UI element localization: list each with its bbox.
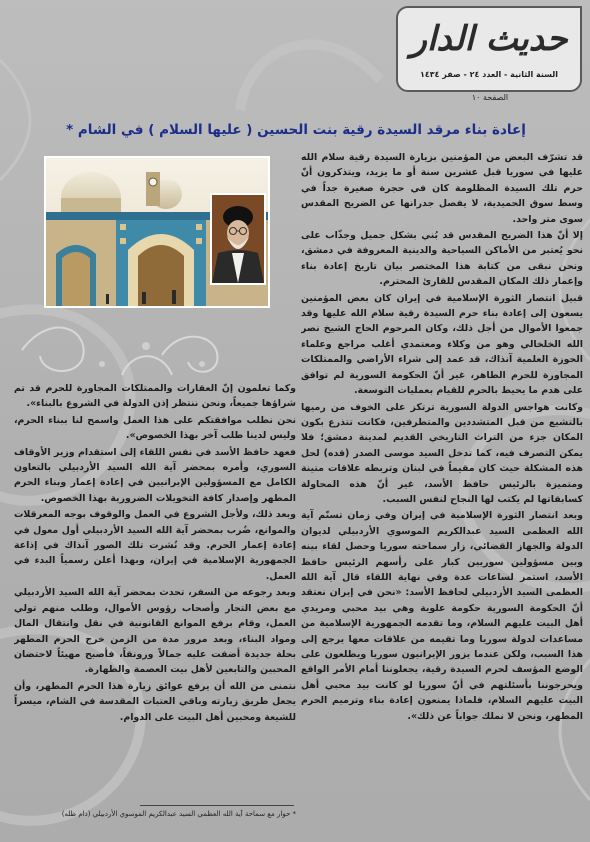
page-number: الصفحة ١٠: [471, 93, 509, 102]
paragraph: وكما تعلمون إنّ العقارات والممتلكات المجاورة للحرم قد تم شراؤها جميعاً، ونحن ننتظر إذن الدولة في الشروع بالبناء».: [14, 383, 296, 410]
portrait-illustration: [212, 195, 264, 283]
masthead: [396, 6, 582, 92]
paragraph: وبعد رجوعه من السفر، تحدث بمحضر آية الله السيد الأردبيلي مع بعض التجار وأصحاب رؤوس الأموال، وطلب منهم تولي العمل، وقام برفع الموانع القانونية في نقل وانتقال المال ومواد البناء، وبعد مرور مدة من الزمن خرج الحرم المطهر بحلة جديدة أضفت عليه جمالاً ورونقاً، فأصبح مهيئاً لاحتضان المحبين والتابعين لأهل بيت العصمة والطهارة.: [14, 587, 296, 676]
paragraph: قبيل انتصار الثورة الإسلامية في إيران كان بعض المؤمنين يسعون إلى إعادة بناء حرم السيدة رقية سلام الله عليها وقد جمعوا الأموال من أجل ذلك، وكان المرحوم الحاج الشيخ نصر الله الخلخالي وهو من وكلاء ومعتمدي أغلب مراجع وعلماء الحوزة العلمية آنذاك، قد عمد إلى شراء الأراضي والممتلكات المجاورة للحرم الطاهر، غير أنّ الحكومة السورية لم توافق على هدم ما يحيط بالحرم للقيام بعمليات التوسعة.: [301, 292, 583, 397]
masthead-logo: حديث الدار: [410, 19, 568, 59]
article-column-right: [301, 150, 583, 840]
paragraph: إلا أنّ هذا الضريح المقدس قد بُني بشكل جميل وجذّاب على نحو يُعتبر من الأماكن السياحية والدينية المعروفة في دمشق، ونحن نبقى من كتابة هذا المختصر بيان تاريخ إعادة بناء وإعمار ذلك المكان المقدس للقارئ المحترم.: [301, 230, 583, 288]
paragraph: وكانت هواجس الدولة السورية ترتكز على الخوف من رميها بالتشيع من قبل المتشددين والمتطرفين، فكانت تتذرع بكون المكان جزء من التراث التاريخي القديم لمدينة دمشق؛ فلا يمكن التصرف فيه، كما تدخل السيد موسى الصدر (قده) لحل هذه المشكلة حيث كان مقيماً في لبنان وتربطه علاقات متينة ومتميزة بالرئيس حافظ الأسد، غير أنّ هذه المحاولة كسابقاتها لم يكتب لها النجاح لنفس السبب.: [301, 401, 583, 505]
footnote-divider: [140, 805, 294, 806]
article-column-left: [14, 381, 296, 801]
paragraph: وبعد انتصار الثورة الإسلامية في إيران وفي زمان تسنّم آية الله العظمى السيد عبدالكريم الموسوي الأردبيلي لديوان الدولة والجهاز القضائي، زار سماحته سوريا وحصل لقاء بينه وبين مسؤولين سوريين كبار على رأسهم الرئيس حافظ الأسد، استمر لساعات عدة وفي نهاية اللقاء قال آية الله العظمى السيد الأردبيلي لحافظ الأسد: «نحن في إيران نعتقد أنّ الحكومة السورية حكومة علوية وهي بيد محبي ومريدي أهل البيت عليهم السلام، وما تقدمه الجمهورية الإسلامية من مساعدات لدولة سوريا وما تقيمه من علاقات معها يرجع إلى هذا السبب، ولكن عندما يزور الإيرانيون سوريا ويطلعون على الوضع المؤسف لحرم السيدة رقية، يجعلوننا أمام الأمر الواقع ويحرجوننا بأسئلتهم في أنّ سوريا لو كانت بيد محبي أهل البيت عليهم السلام، فلماذا يمنعون إعادة بناء وترميم الحرم المطهر، ونحن لا نملك جواباً عن ذلك».: [301, 510, 583, 722]
portrait-photo: [210, 193, 266, 285]
paragraph: نحن نطلب موافقتكم على هذا العمل واسمح لنا ببناء الحرم، وليس لدينا طلب آخر بهذا الخصوص».: [14, 414, 296, 442]
article-title: إعادة بناء مرقد السيدة رقية بنت الحسين ( عليها السلام ) في الشام *: [66, 122, 526, 138]
issue-line: السنة الثانية - العدد ٢٤ - صفر ١٤٣٤: [419, 70, 559, 79]
footnote: * حوار مع سماحة آية الله العظمى السيد عبدالكريم الموسوي الأردبيلي (دام ظله): [61, 810, 296, 818]
paragraph: نتمنى من الله أن يرفع عوائق زيارة هذا الحرم المطهر، وأن يجعل طريق زيارته وباقي العتبات المقدسة في الشام، ميسراً للشيعة ومحبين أهل البيت على الدوام.: [14, 680, 296, 723]
paragraph: قد تشرّف البعض من المؤمنين بزيارة السيدة رقية سلام الله عليها في سوريا قبل عشرين سنة أو ما يزيد، ويتذكرون أنّ حرم تلك السيدة المظلومة كان في حجرة صغيرة جداً في وسط سوق الحميدية، لا يفصل جدرانها عن الضريح المقدس سوى متر واحد.: [301, 152, 583, 225]
paragraph: وبعد ذلك، ولأجل الشروع في العمل والوقوف بوجه المعرقلات والموانع، ضُرب بمحضر آية الله السيد الأردبيلي أول معول في إعادة إعمار الحرم. وقد نُشرت تلك الصور آنذاك في إذاعة الجمهورية الإسلامية في إيران، وبهذا أعلن رسمياً البدء في العمل.: [14, 509, 296, 582]
paragraph: فعهد حافظ الأسد في نفس اللقاء إلى استقدام وزير الأوقاف السوري، وأمره بمحضر آية الله السيد الأردبيلي بالتعاون الكامل مع المسؤولين الإيرانيين في إعادة إعمار وبناء الحرم المطهر وإصدار كافة التخويلات الضرورية بهذا الخصوص.: [14, 446, 296, 504]
